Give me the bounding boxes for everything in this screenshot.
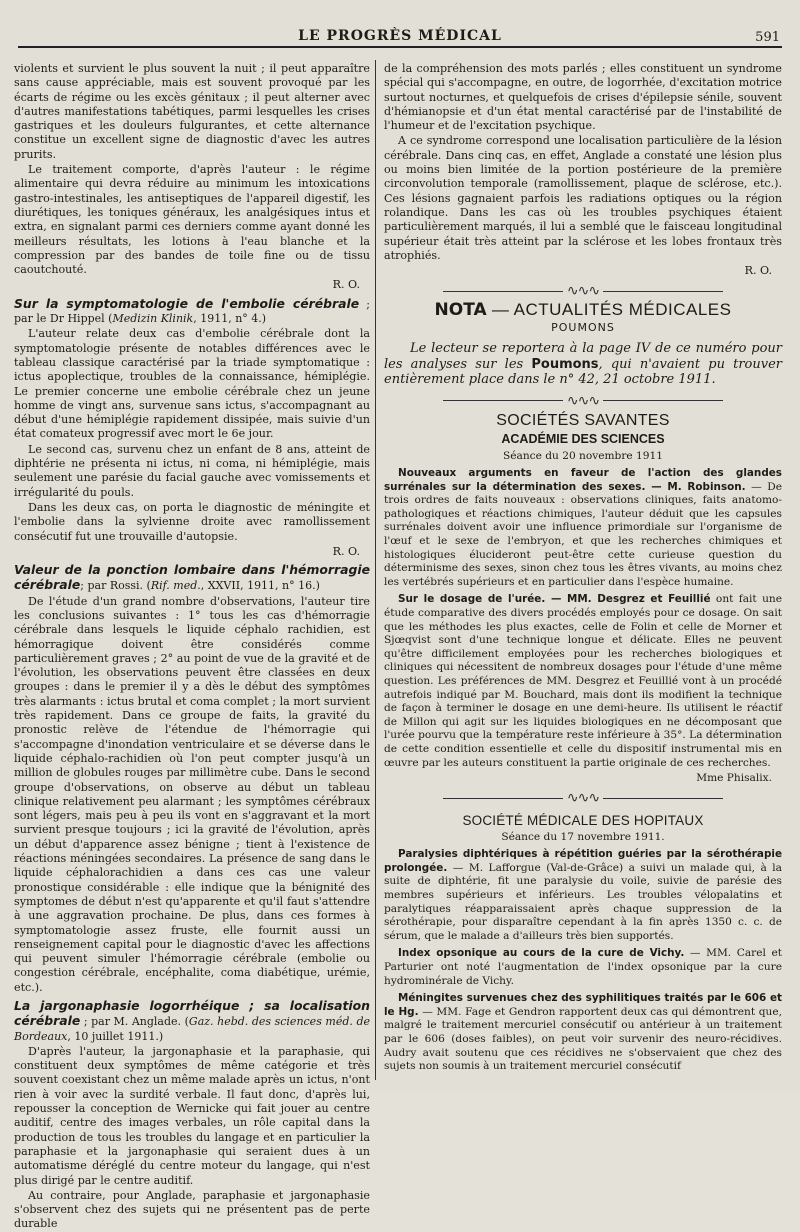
separator-ornament: ∿∿∿ <box>384 284 782 298</box>
separator-ornament: ∿∿∿ <box>384 791 782 805</box>
paragraph: De l'étude d'un grand nombre d'observations, l'auteur tire les conclusions suivantes : 1° tous les cas d'hémorragie cérébrale dans lesquels le liquide céphalo rachidien, est hémorragique doivent être considérés comme particulièrement graves ; 2° au point de vue de la gravité et de l'évolution, les observations peuvent être classées en deux groupes : dans le premier il y a dès le début des symptômes très alarmants : ictus brutal et coma complet ; la mort survient très rapidement. Dans ce groupe de faits, la gravité du pronostic relève de l'étendue de l'hémorragie qui s'accompagne d'inondation ventriculaire et se déverse dans le liquide céphalo-rachidien où l'on peut compter jusqu'à un million de globules rouges par millimètre cube. Dans le second groupe d'observations, on observe au début un tableau clinique relativement peu alarmant ; les symptômes cérébraux sont légers, mais peu à peu ils vont en s'aggravant et la mort survient presque toujours ; ici la gravité de l'évolution, après un début d'apparence assez bénigne ; tient à l'existence de réactions méningées secondaires. La présence de sang dans le liquide céphalorachidien a dans ces cas une valeur pronostique considérable : elle indique que la bénignité des symptomes de début n'est qu'apparente et qu'il faut s'attendre à une aggravation prochaine. De plus, dans ces formes à symptomatologie assez fruste, elle fournit aussi un renseignement capital pour le diagnostic d'avec les affections qui peuvent simuler l'hémorragie cérébrale (embolie ou congestion cérébrale, encéphalite, coma diabétique, urémie, etc.). <box>14 594 370 994</box>
communication: Index opsonique au cours de la cure de Vichy. — MM. Carel et Parturier ont noté l'augmentation de l'index opsonique par la cure hydrominérale de Vichy. <box>384 947 783 987</box>
nota-text: Le lecteur se reportera à la page IV de ce numéro pour les analyses sur les Poumons, qui n'avaient pu trouver entièrement place dans le n° 42, 21 octobre 1911. <box>384 341 782 388</box>
article-title: La jargonaphasie logorrhéique ; sa localisation cérébrale <box>14 998 370 1029</box>
paragraph: Le traitement comporte, d'après l'auteur : le régime alimentaire qui devra réduire au minimum les intoxications gastro-intestinales, les antiseptiques de l'appareil digestif, les diurétiques, les toniques généraux, les analgésiques intus et extra, en signalant parmi ces derniers comme ayant donné les meilleurs résultats, les lotions à l'eau blanche et la compression par des bandes de toile fine ou de tissu caoutchouté. <box>14 163 370 277</box>
nota-subtitle: POUMONS <box>551 321 615 335</box>
seance-date: Séance du 17 novembre 1911. <box>501 830 665 843</box>
section-title: SOCIÉTÉS SAVANTES <box>496 412 670 430</box>
journal-title: LE PROGRÈS MÉDICAL <box>298 28 502 44</box>
academie-title: ACADÉMIE DES SCIENCES <box>501 432 665 447</box>
paragraph: L'auteur relate deux cas d'embolie cérébrale dont la symptomatologie présente de notables différences avec le tableau classique caractérisé par la triade symptomatique : ictus apoplectique, troubles de la connaissance, hémiplégie. Le premier concerne une embolie cérébrale chez un jeune homme de vingt ans, survenue sans ictus, s'accompagnant au début d'une hémiplégie rapidement dissipée, mais suivie d'un état comateux progressif avec mort le 6e jour. <box>14 327 370 441</box>
article <box>14 297 370 559</box>
article-source: ; par Rossi. (Rif. med., XXVII, 1911, n° 16.) <box>80 579 320 593</box>
article-title: Sur la symptomatologie de l'embolie cérébrale <box>14 295 360 311</box>
communication: Nouveaux arguments en faveur de l'action des glandes surrénales sur la détermination des sexes. — M. Robinson. — De trois ordres de faits nouveaux : observations cliniques, faits anatomo-pathologiques et réactions chimiques, l'auteur déduit que les capsules surrénales doivent avoir une influence primordiale sur l'organisme de l'œuf et le sexe de l'embryon, et que les recherches chimiques et histologiques élucideront peut-être cette curieuse question du déterminisme des sexes, sinon chez tous les êtres vivants, au moins chez les vertébrés supérieurs et en particulier dans l'espèce humaine. <box>384 467 783 588</box>
page-header <box>0 24 800 48</box>
column-divider <box>375 60 376 1080</box>
signature: R. O. <box>744 264 772 278</box>
communication: Sur le dosage de l'urée. — MM. Desgrez et Feuillié ont fait une étude comparative des divers procédés employés pour ce dosage. On sait que les méthodes les plus exactes, celle de Folin et celle de Morner et Sjœqvist sont d'une technique longue et délicate. Elles ne peuvent qu'être difficilement employées pour les recherches biologiques et cliniques qui nécessitent de nombreux dosages pour l'étude d'une même question. Les préférences de MM. Desgrez et Feuillié vont à un procédé autrefois indiqué par M. Bouchard, mais dont ils modifient la technique de façon à terminer le dosage en une demi-heure. Ils utilisent le réactif de Millon qui agit sur les liquides biologiques en ne décomposant que l'urée pourvu que la température reste inférieure à 35°. La détermination de cette condition essentielle et celle du dispositif instrumental mis en œuvre par les auteurs constituent la partie originale de ces recherches. <box>384 593 783 769</box>
paragraph: Dans les deux cas, on porta le diagnostic de méningite et l'embolie dans la sylvienne droite avec ramollissement consécutif fut une trouvaille d'autopsie. <box>14 500 370 543</box>
signature: R. O. <box>332 278 360 292</box>
seance-date: Séance du 20 novembre 1911 <box>503 449 663 462</box>
left-column <box>14 62 370 1231</box>
article-source: ; par le Dr Hippel (Medizin Klinik, 1911, n° 4.) <box>14 297 370 326</box>
article <box>14 999 370 1232</box>
paragraph: violents et survient le plus souvent la nuit ; il peut apparaître sans cause appréciable, mais est souvent provoqué par les écarts de régime ou les excès génitaux ; il peut alterner avec d'autres manifestations tabétiques, parmi lesquelles les crises gastriques et les douleurs fulgurantes, et cette alternance constitue un excellent signe de diagnostic d'avec les autres prurits. <box>14 62 370 161</box>
page-number: 591 <box>755 30 780 45</box>
article-title: Valeur de la ponction lombaire dans l'hémorragie cérébrale <box>14 562 370 593</box>
article <box>14 563 370 995</box>
right-column <box>384 62 782 1086</box>
paragraph: Le second cas, survenu chez un enfant de 8 ans, atteint de diphtérie ne présenta ni ictus, ni coma, ni hémiplégie, mais seulement une parésie du facial gauche avec vomissements et irrégularité du pouls. <box>14 442 370 499</box>
paragraph: D'après l'auteur, la jargonaphasie et la paraphasie, qui constituent deux symptômes de même catégorie et très souvent coexistant chez un même malade après un ictus, n'ont rien à voir avec la surdité verbale. Il faut donc, d'après lui, repousser la conception de Wernicke qui fait jouer au centre auditif, centre des images verbales, un rôle capital dans la production de tous les troubles du langage et en particulier la paraphasie et la jargonaphasie qui seraient dues à un automatisme déréglé du centre moteur du langage, qui n'est plus dirigé par le centre auditif. <box>14 1044 370 1187</box>
signature: Mme Phisalix. <box>696 772 772 785</box>
hopitaux-title: SOCIÉTÉ MÉDICALE DES HOPITAUX <box>462 812 704 828</box>
paragraph: de la compréhension des mots parlés ; elles constituent un syndrome spécial qui s'accompagne, en outre, de logorrhée, d'excitation motrice surtout nocturnes, et quelquefois de crises d'épilepsie sénile, souvent d'hémianopsie et d'un état mental caractérisé par de l'instabilité de l'humeur et de l'excitation psychique. <box>384 62 782 133</box>
separator-ornament: ∿∿∿ <box>384 394 782 408</box>
communication: Méningites survenues chez des syphilitiques traités par le 606 et le Hg. — MM. Fage et Gendron rapportent deux cas qui démontrent que, malgré le traitement mercuriel consécutif ou antérieur à un traitement par le 606 (doses faibles), on peut voir survenir des neuro-récidives. Audry avait soutenu que ces récidives ne s'observaient que chez des sujets non soumis à un traitement mercuriel consécutif <box>384 992 782 1073</box>
signature: R. O. <box>332 544 360 558</box>
communication: Paralysies diphtériques à répétition guéries par la sérothérapie prolongée. — M. Lafforgue (Val-de-Grâce) a suivi un malade qui, à la suite de diphtérie, fit une paralysie du voile, suivie de parésie des membres supérieurs et inférieurs. Les troubles vélopalatins et paralytiques réapparaissaient après chaque suppression de la sérothérapie, pour disparaître cependant à la fin après 1350 c. c. de sérum, que le malade a d'ailleurs très bien supportés. <box>384 848 782 942</box>
nota-heading: NOTA — ACTUALITÉS MÉDICALES <box>434 299 732 320</box>
paragraph: Au contraire, pour Anglade, paraphasie et jargonaphasie s'observent chez des sujets qui ne présentent pas de perte durable <box>14 1188 370 1231</box>
article-source: ; par M. Anglade. (Gaz. hebd. des sciences méd. de Bordeaux, 10 juillet 1911.) <box>14 1015 370 1043</box>
header-rule <box>18 46 782 48</box>
paragraph: A ce syndrome correspond une localisation particulière de la lésion cérébrale. Dans cinq cas, en effet, Anglade a constaté une lésion plus ou moins bien limitée de la portion postérieure de la première circonvolution temporale (ramollissement, plaque de sclérose, etc.). Ces lésions gagnaient parfois les radiations optiques ou la région rolandique. Dans les cas où les troubles psychiques étaient particulièrement marqués, il lui a semblé que le faisceau longitudinal supérieur était très atteint par la sclérose et les lobes frontaux très atrophiés. <box>384 134 782 262</box>
